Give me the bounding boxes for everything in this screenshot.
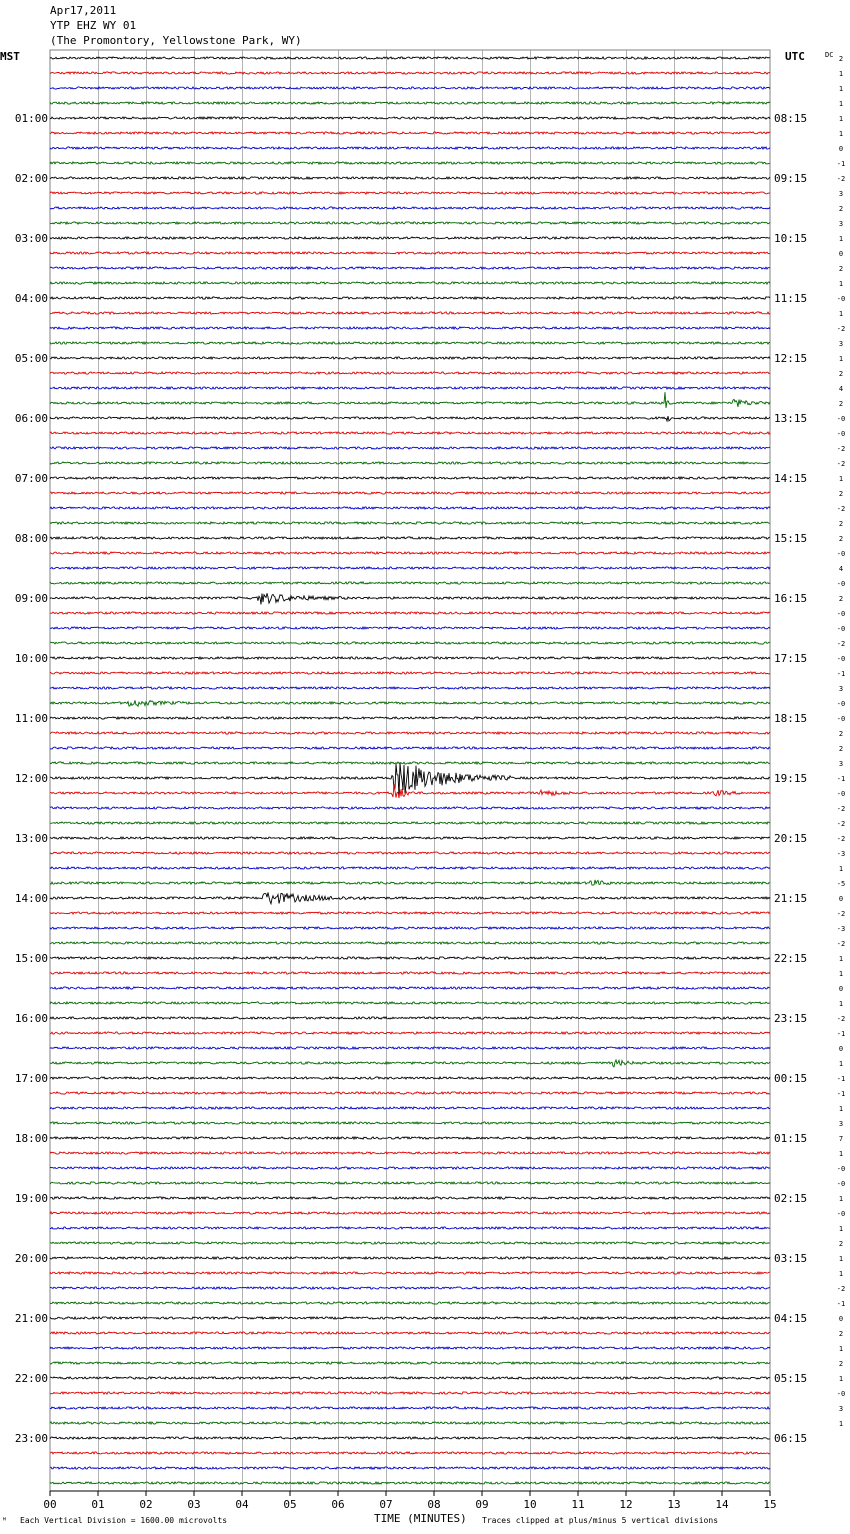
x-tick-label: 06 [331,1498,345,1511]
dc-offset-label: 3 [838,685,844,693]
dc-offset-label: 1 [838,1060,844,1068]
dc-offset-label: -0 [836,655,846,663]
dc-offset-label: 0 [838,1315,844,1323]
utc-hour-label: 23:15 [774,1012,808,1025]
dc-offset-label: 4 [838,385,844,393]
seismic-trace [50,117,770,119]
seismic-trace [50,1152,770,1154]
utc-hour-label: 22:15 [774,952,808,965]
dc-offset-label: 1 [838,1150,844,1158]
seismic-trace [50,987,770,989]
dc-offset-label: 1 [838,865,844,873]
x-tick-label: 05 [283,1498,297,1511]
station-code: YTP EHZ WY 01 [50,19,137,32]
seismic-trace [50,1242,770,1244]
dc-offset-label: 1 [838,1375,844,1383]
dc-offset-label: 1 [838,115,844,123]
seismic-trace [50,1332,770,1334]
mst-hour-label: 20:00 [14,1252,48,1265]
seismic-trace [50,612,770,614]
mst-hour-label: 01:00 [14,112,48,125]
dc-offset-label: -3 [836,925,846,933]
dc-offset-label: -2 [836,640,846,648]
mst-hour-label: 17:00 [14,1072,48,1085]
dc-offset-label: 2 [838,1240,844,1248]
dc-offset-label: 2 [838,265,844,273]
mst-hour-label: 23:00 [14,1432,48,1445]
mst-hour-label: 08:00 [14,532,48,545]
x-tick-label: 03 [187,1498,201,1511]
x-tick-label: 00 [43,1498,57,1511]
dc-offset-label: 1 [838,70,844,78]
x-tick-label: 15 [763,1498,777,1511]
seismic-trace [50,1347,770,1349]
seismic-trace [50,87,770,89]
dc-offset-label: 1 [838,100,844,108]
seismic-trace [50,1452,770,1454]
dc-offset-label: 2 [838,370,844,378]
dc-offset-label: -0 [836,790,846,798]
dc-offset-label: -2 [836,505,846,513]
dc-offset-label: 7 [838,1135,844,1143]
dc-offset-label: -0 [836,295,846,303]
utc-hour-label: 03:15 [774,1252,808,1265]
dc-offset-label: 2 [838,490,844,498]
dc-offset-label: -2 [836,805,846,813]
dc-offset-label: 2 [838,1360,844,1368]
seismic-trace [50,1107,770,1109]
dc-offset-label: 3 [838,1120,844,1128]
dc-offset-label: -2 [836,835,846,843]
seismic-trace [50,1212,770,1214]
x-axis-title: TIME (MINUTES) [374,1512,467,1525]
dc-offset-label: 2 [838,55,844,63]
plot-frame [50,50,770,1491]
x-tick-label: 10 [523,1498,537,1511]
mst-hour-label: 10:00 [14,652,48,665]
seismic-trace [50,642,770,644]
dc-offset-label: -0 [836,1390,846,1398]
dc-offset-label: -5 [836,880,846,888]
seismic-trace [50,1317,770,1319]
seismic-trace [50,312,770,314]
dc-offset-label: 2 [838,400,844,408]
seismic-trace [50,462,770,464]
dc-offset-label: -0 [836,715,846,723]
dc-offset-label: -2 [836,1285,846,1293]
dc-offset-label: -0 [836,580,846,588]
dc-offset-label: 2 [838,205,844,213]
seismic-trace [50,477,770,479]
dc-offset-label: 0 [838,895,844,903]
dc-offset-label: -0 [836,430,846,438]
seismic-trace [50,507,770,509]
seismic-trace [50,387,770,389]
dc-offset-label: 1 [838,310,844,318]
dc-offset-label: -1 [836,1090,846,1098]
seismic-trace [50,1017,770,1019]
x-tick-label: 12 [619,1498,633,1511]
seismic-trace [50,1437,770,1439]
seismic-trace [50,972,770,974]
corner-mark: ᴹ [2,1516,7,1525]
mst-hour-label: 18:00 [14,1132,48,1145]
dc-offset-label: 0 [838,250,844,258]
mst-hour-label: 22:00 [14,1372,48,1385]
mst-hour-label: 03:00 [14,232,48,245]
mst-hour-label: 21:00 [14,1312,48,1325]
seismic-trace [50,1077,770,1079]
dc-offset-label: 1 [838,1255,844,1263]
dc-offset-label: 3 [838,220,844,228]
utc-hour-label: 06:15 [774,1432,808,1445]
utc-hour-label: 15:15 [774,532,808,545]
seismic-trace [50,1092,770,1094]
seismic-trace [50,687,770,689]
mst-hour-label: 11:00 [14,712,48,725]
seismic-trace [50,1422,770,1424]
dc-offset-label: 4 [838,565,844,573]
seismic-trace [50,357,770,359]
utc-hour-label: 08:15 [774,112,808,125]
seismic-trace [50,537,770,539]
seismic-trace [50,282,770,284]
seismic-trace [50,672,770,674]
dc-offset-label: 2 [838,595,844,603]
seismic-trace [50,237,770,239]
utc-hour-label: 18:15 [774,712,808,725]
seismic-trace [50,867,770,869]
seismic-trace [50,822,770,824]
seismic-trace [50,222,770,224]
chart-date: Apr17,2011 [50,4,117,17]
seismic-trace [50,207,770,209]
dc-offset-label: -0 [836,1210,846,1218]
seismic-trace [50,657,770,659]
utc-axis-label: UTC [785,50,805,63]
dc-offset-label: 3 [838,1405,844,1413]
seismic-trace [50,1287,770,1289]
dc-offset-label: -2 [836,940,846,948]
dc-offset-label: 1 [838,475,844,483]
scale-note: Each Vertical Division = 1600.00 microvolts [20,1516,228,1525]
dc-offset-label: -2 [836,820,846,828]
utc-hour-label: 05:15 [774,1372,808,1385]
seismic-trace [50,1377,770,1379]
mst-hour-label: 15:00 [14,952,48,965]
dc-offset-label: 2 [838,1330,844,1338]
x-axis-ticks [43,1491,776,1511]
seismic-trace [50,372,770,374]
seismic-trace [50,912,770,914]
seismic-trace [50,1122,770,1124]
dc-offset-label: -2 [836,1015,846,1023]
seismic-trace [50,627,770,629]
mst-hour-label: 14:00 [14,892,48,905]
seismic-trace [50,717,770,719]
x-tick-label: 07 [379,1498,393,1511]
seismic-trace [50,432,770,434]
dc-offset-label: 3 [838,340,844,348]
dc-offset-label: -3 [836,850,846,858]
utc-hour-label: 11:15 [774,292,808,305]
dc-offset-label: 0 [838,145,844,153]
dc-offset-label: -1 [836,775,846,783]
dc-offset-label: 2 [838,520,844,528]
time-gridlines [50,50,770,1491]
station-location: (The Promontory, Yellowstone Park, WY) [50,34,302,47]
utc-hour-label: 14:15 [774,472,808,485]
mst-hour-label: 16:00 [14,1012,48,1025]
seismic-trace [50,1482,770,1484]
seismic-trace [50,763,770,797]
dc-offset-label: -1 [836,1300,846,1308]
seismic-trace [50,267,770,269]
seismic-trace [50,732,770,734]
dc-offset-label: -2 [836,325,846,333]
seismic-trace [50,942,770,944]
dc-offset-label: -1 [836,670,846,678]
seismic-trace [50,252,770,254]
dc-offset-label: -1 [836,1030,846,1038]
dc-offset-label: 1 [838,280,844,288]
seismic-trace [50,1137,770,1139]
x-tick-label: 14 [715,1498,729,1511]
dc-offset-label: -2 [836,460,846,468]
x-tick-label: 11 [571,1498,585,1511]
seismic-trace [50,552,770,554]
dc-offset-label: -2 [836,445,846,453]
mst-hour-label: 07:00 [14,472,48,485]
seismic-trace [50,807,770,809]
seismic-trace [50,593,770,604]
dc-offset-label: -1 [836,1075,846,1083]
utc-hour-label: 09:15 [774,172,808,185]
seismic-trace [50,416,770,421]
utc-hour-label: 21:15 [774,892,808,905]
dc-offset-label: 0 [838,1045,844,1053]
seismic-trace [50,102,770,104]
utc-hour-label: 16:15 [774,592,808,605]
seismic-trace [50,1032,770,1034]
mst-hour-label: 19:00 [14,1192,48,1205]
mst-hour-label: 06:00 [14,412,48,425]
dc-offset-label: -0 [836,550,846,558]
dc-offset-label: 1 [838,1000,844,1008]
seismic-trace [50,1227,770,1229]
mst-hour-label: 04:00 [14,292,48,305]
x-tick-label: 02 [139,1498,153,1511]
dc-offset-label: 1 [838,1270,844,1278]
dc-offset-label: 0 [838,985,844,993]
utc-hour-label: 10:15 [774,232,808,245]
mst-hour-label: 05:00 [14,352,48,365]
dc-offset-label: -0 [836,700,846,708]
x-tick-label: 04 [235,1498,249,1511]
utc-hour-label: 13:15 [774,412,808,425]
seismic-trace [50,132,770,134]
seismic-trace [50,1272,770,1274]
dc-offset-label: -2 [836,175,846,183]
utc-hour-label: 02:15 [774,1192,808,1205]
seismic-trace [50,837,770,839]
seismic-trace [50,852,770,854]
dc-offset-label: 1 [838,1195,844,1203]
x-tick-label: 09 [475,1498,489,1511]
x-tick-label: 13 [667,1498,681,1511]
dc-offset-label: -1 [836,160,846,168]
dc-offset-label: 1 [838,355,844,363]
dc-offset-label: 2 [838,745,844,753]
seismic-trace [50,327,770,329]
utc-hour-label: 19:15 [774,772,808,785]
seismic-trace [50,72,770,74]
seismic-trace [50,893,770,904]
utc-hour-label: 20:15 [774,832,808,845]
dc-offset-label: 1 [838,235,844,243]
dc-column-label: DC [825,51,834,59]
mst-hour-label: 12:00 [14,772,48,785]
seismic-trace [50,1302,770,1304]
dc-offset-label: 1 [838,1420,844,1428]
dc-offset-label: 1 [838,1345,844,1353]
utc-hour-label: 01:15 [774,1132,808,1145]
dc-offset-label: 1 [838,970,844,978]
seismic-trace [50,522,770,524]
dc-offset-label: 2 [838,730,844,738]
seismic-trace [50,297,770,299]
seismic-trace [50,1167,770,1169]
seismic-trace [50,1182,770,1184]
seismic-trace [50,927,770,929]
dc-offset-label: 3 [838,190,844,198]
seismic-trace [50,567,770,569]
seismic-trace [50,880,770,885]
utc-hour-label: 04:15 [774,1312,808,1325]
seismic-trace [50,1467,770,1469]
dc-offset-label: 1 [838,130,844,138]
dc-offset-label: -2 [836,910,846,918]
seismic-trace [50,1362,770,1364]
dc-offset-label: 2 [838,535,844,543]
dc-offset-label: 1 [838,85,844,93]
mst-hour-label: 02:00 [14,172,48,185]
seismic-trace [50,447,770,449]
dc-offset-label: -0 [836,1180,846,1188]
x-tick-label: 08 [427,1498,441,1511]
seismic-trace [50,342,770,344]
seismic-trace [50,1002,770,1004]
clip-note: Traces clipped at plus/minus 5 vertical divisions [482,1516,719,1525]
dc-offset-label: -0 [836,415,846,423]
seismic-trace [50,700,770,706]
utc-hour-label: 12:15 [774,352,808,365]
dc-offset-label: 1 [838,955,844,963]
seismic-trace [50,1197,770,1199]
seismic-trace [50,762,770,764]
seismic-trace [50,192,770,194]
seismic-trace [50,392,770,408]
dc-offset-label: -0 [836,610,846,618]
seismic-trace [50,957,770,959]
seismic-trace [50,747,770,749]
dc-offset-label: 1 [838,1225,844,1233]
seismic-trace [50,147,770,149]
dc-offset-label: 1 [838,1105,844,1113]
mst-hour-label: 09:00 [14,592,48,605]
dc-offset-label: -0 [836,1165,846,1173]
x-tick-label: 01 [91,1498,105,1511]
seismic-trace [50,177,770,179]
utc-hour-label: 00:15 [774,1072,808,1085]
seismic-trace [50,1392,770,1394]
seismic-trace [50,1047,770,1049]
mst-hour-label: 13:00 [14,832,48,845]
utc-hour-label: 17:15 [774,652,808,665]
axis-labels [15,55,845,1445]
mst-axis-label: MST [0,50,20,63]
seismic-trace [50,1407,770,1409]
seismic-trace [50,1060,770,1067]
dc-offset-label: 3 [838,760,844,768]
seismic-trace [50,1257,770,1259]
seismic-trace [50,582,770,584]
seismic-trace [50,492,770,494]
seismic-trace [50,162,770,164]
seismic-traces [50,57,770,1484]
seismic-trace [50,57,770,59]
dc-offset-label: -0 [836,625,846,633]
